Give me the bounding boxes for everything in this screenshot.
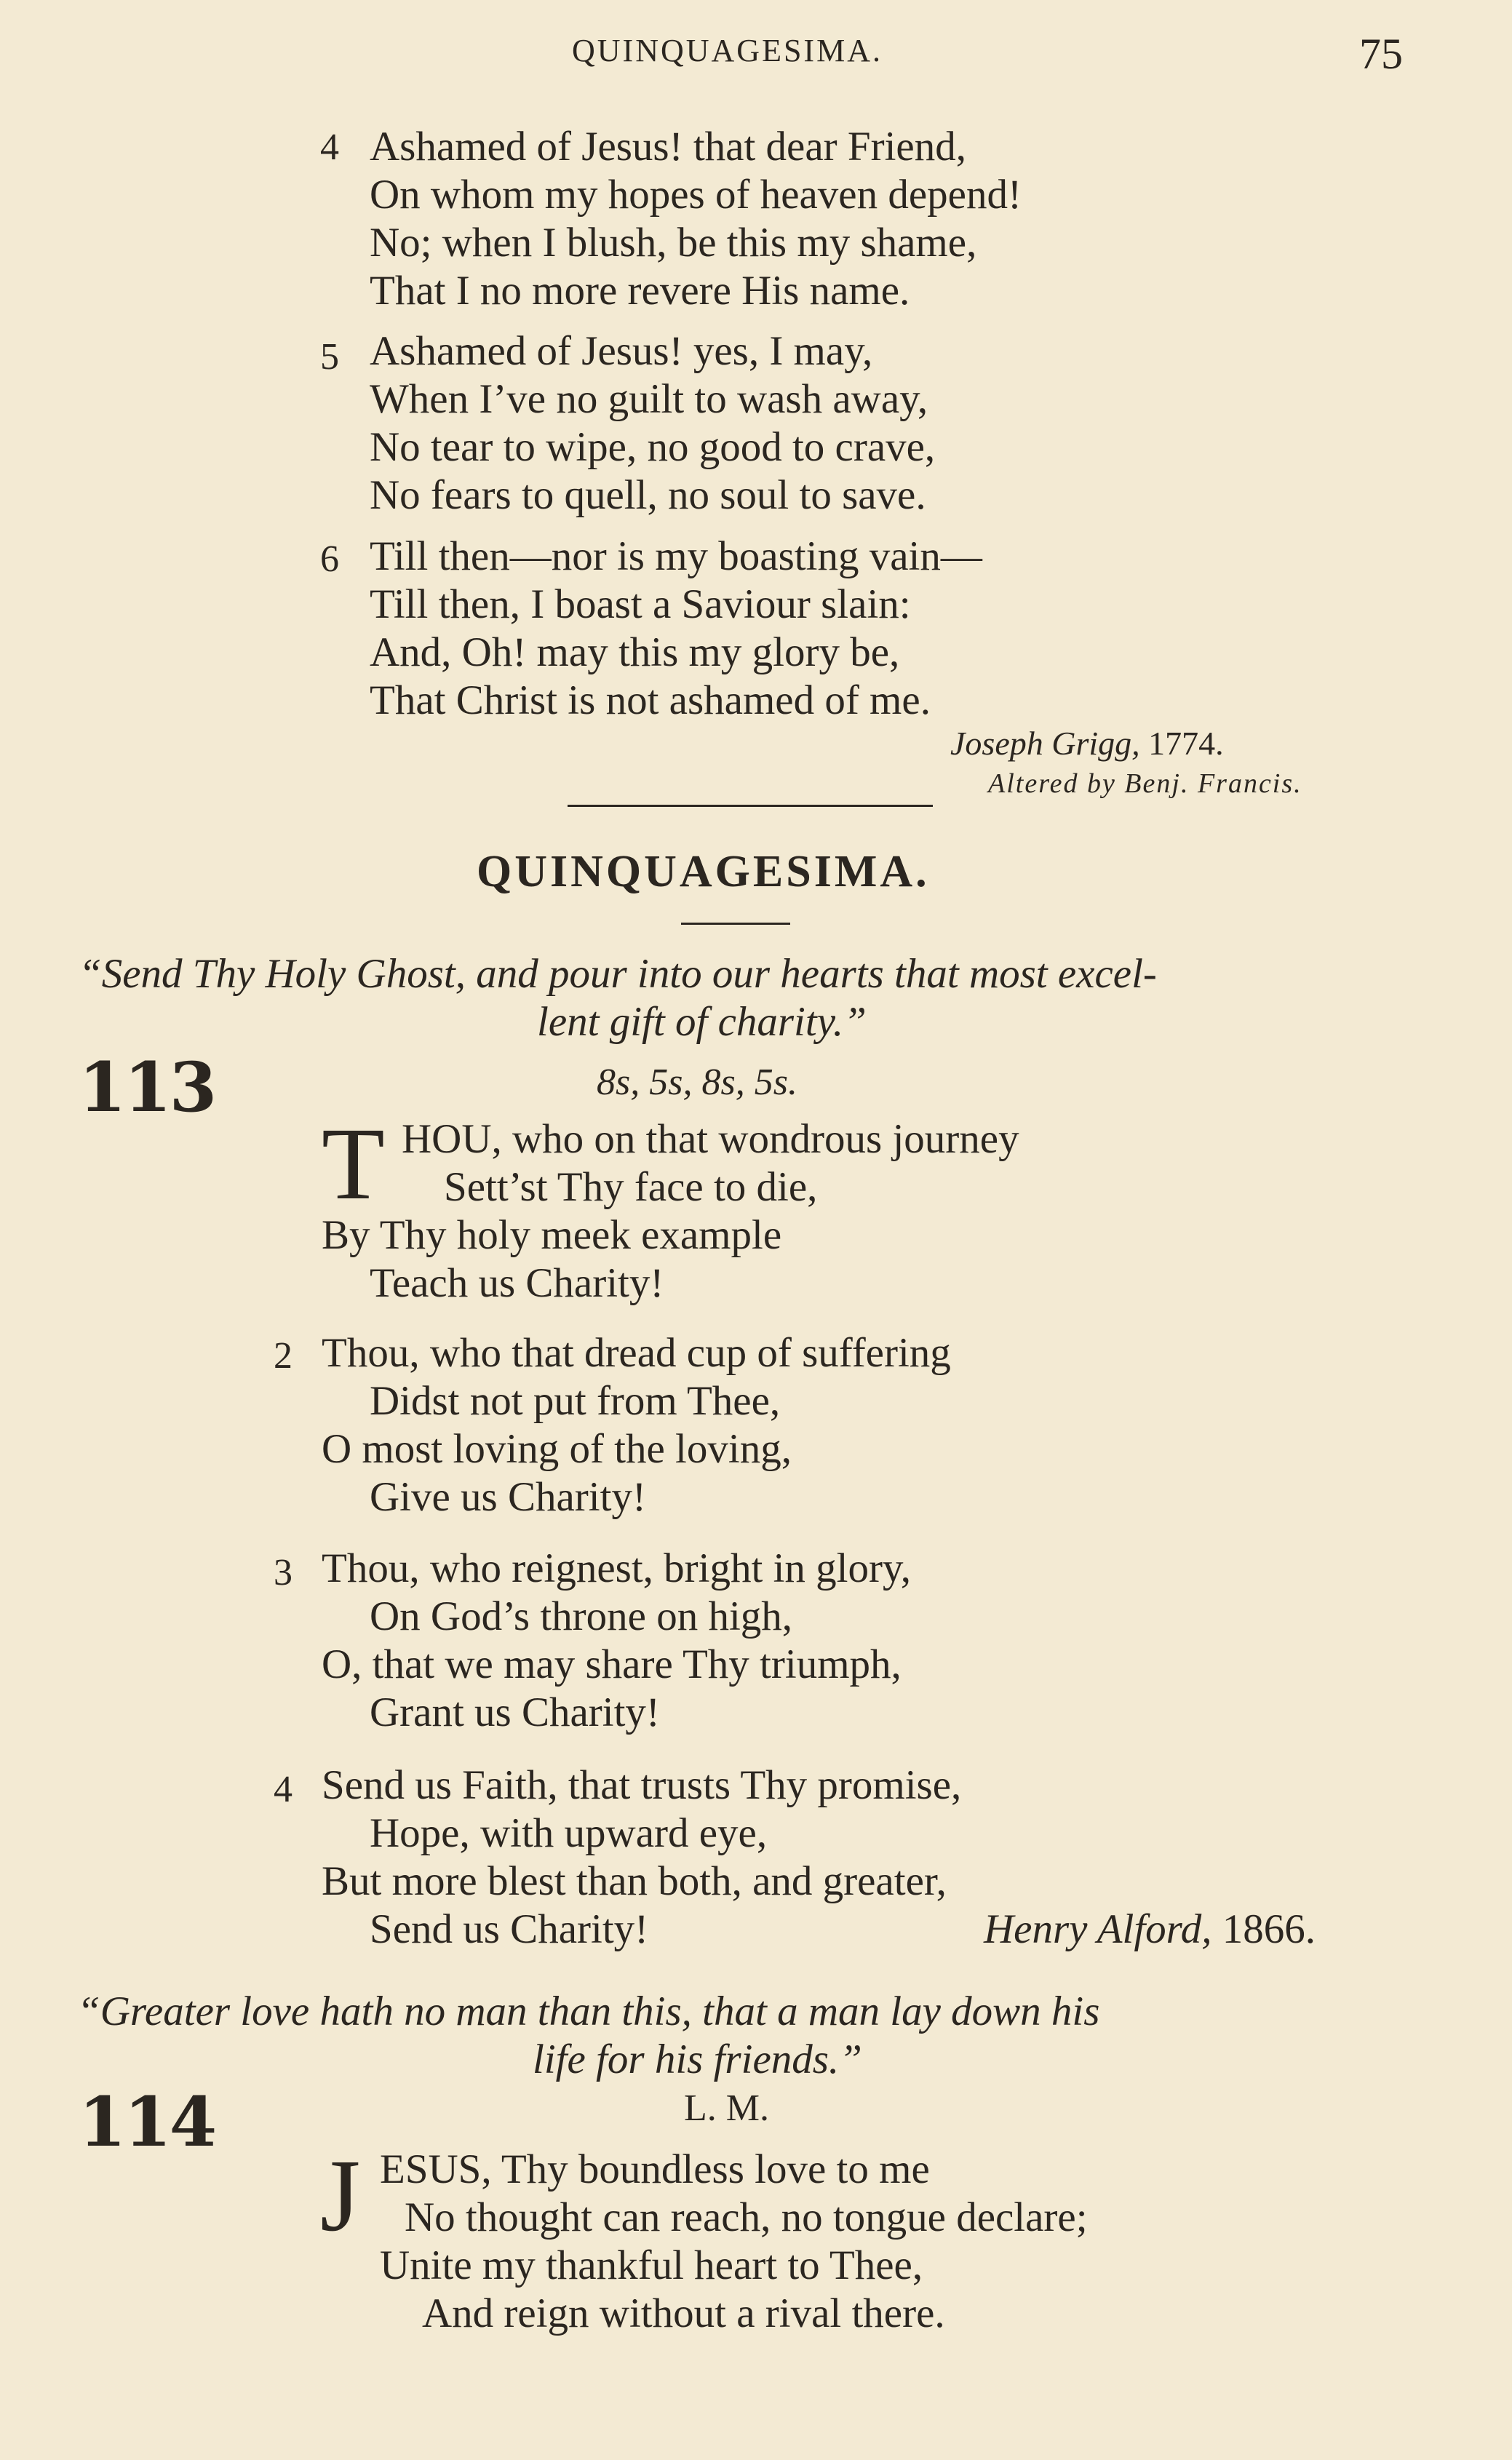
verse-line: By Thy holy meek example (322, 1212, 782, 1258)
author-credit (984, 1905, 1316, 1954)
verse-line: On God’s throne on high, (370, 1593, 793, 1639)
altered-credit: Altered by Benj. Francis. (988, 768, 1302, 799)
verse-number: 5 (320, 336, 339, 378)
author-credit (950, 724, 1224, 763)
author-name: Joseph Grigg, (950, 725, 1140, 762)
title-rule (681, 923, 790, 925)
verse-line: Thou, who reignest, bright in glory, (322, 1545, 912, 1591)
verse-number: 4 (274, 1769, 293, 1810)
hymn-number: 114 (79, 2082, 215, 2162)
verse-line: When I’ve no guilt to wash away, (370, 376, 928, 422)
section-title: QUINQUAGESIMA. (477, 847, 930, 896)
verse-line: Didst not put from Thee, (370, 1378, 781, 1424)
verse-line: Ashamed of Jesus! yes, I may, (370, 328, 873, 374)
page-number: 75 (1359, 30, 1403, 78)
verse-line: Grant us Charity! (370, 1689, 660, 1735)
verse-line: And, Oh! may this my glory be, (370, 629, 900, 675)
verse-line: Ashamed of Jesus! that dear Friend, (370, 124, 966, 170)
verse-line: Hope, with upward eye, (370, 1810, 768, 1856)
hymn-meter: L. M. (684, 2087, 769, 2129)
drop-cap: T (322, 1106, 385, 1221)
verse-line: Give us Charity! (370, 1474, 646, 1520)
epigraph-line: lent gift of charity.” (537, 999, 867, 1045)
verse-line: And reign without a rival there. (422, 2290, 945, 2336)
verse-line: But more blest than both, and greater, (322, 1858, 947, 1904)
verse-line: Thou, who that dread cup of suffering (322, 1330, 951, 1376)
verse-line: HOU, who on that wondrous journey (402, 1116, 1019, 1162)
epigraph-line: life for his friends.” (533, 2037, 862, 2082)
running-title: QUINQUAGESIMA. (572, 33, 883, 68)
hymn-meter: 8s, 5s, 8s, 5s. (597, 1062, 797, 1103)
verse-number: 2 (274, 1335, 293, 1377)
author-year: 1774. (1148, 725, 1224, 762)
drop-cap: J (320, 2138, 361, 2253)
verse-line: O, that we may share Thy triumph, (322, 1641, 902, 1687)
epigraph-line: “Greater love hath no man than this, that a man lay down his (77, 1989, 1100, 2034)
hymn-number: 113 (79, 1048, 215, 1128)
verse-line: On whom my hopes of heaven depend! (370, 172, 1022, 218)
verse-line: Send us Faith, that trusts Thy promise, (322, 1762, 962, 1808)
verse-line: That Christ is not ashamed of me. (370, 677, 931, 723)
verse-line: Send us Charity! (370, 1906, 649, 1952)
epigraph-line: “Send Thy Holy Ghost, and pour into our hearts that most excel- (79, 951, 1157, 997)
verse-line: Sett’st Thy face to die, (444, 1164, 818, 1210)
verse-line: O most loving of the loving, (322, 1426, 792, 1472)
author-name: Henry Alford, (984, 1906, 1212, 1952)
author-year: 1866. (1222, 1906, 1316, 1952)
verse-line: Till then—nor is my boasting vain— (370, 533, 982, 579)
verse-line: No fears to quell, no soul to save. (370, 472, 926, 518)
verse-line: Unite my thankful heart to Thee, (380, 2242, 923, 2288)
verse-line: No thought can reach, no tongue declare; (405, 2194, 1088, 2240)
verse-number: 6 (320, 538, 339, 580)
verse-number: 3 (274, 1552, 293, 1593)
verse-line: That I no more revere His name. (370, 268, 910, 314)
verse-line: Teach us Charity! (370, 1260, 664, 1306)
verse-number: 4 (320, 127, 339, 168)
divider-rule (568, 805, 933, 807)
verse-line: Till then, I boast a Saviour slain: (370, 581, 911, 627)
verse-line: ESUS, Thy boundless love to me (380, 2146, 930, 2192)
verse-line: No; when I blush, be this my shame, (370, 220, 977, 266)
verse-line: No tear to wipe, no good to crave, (370, 424, 936, 470)
